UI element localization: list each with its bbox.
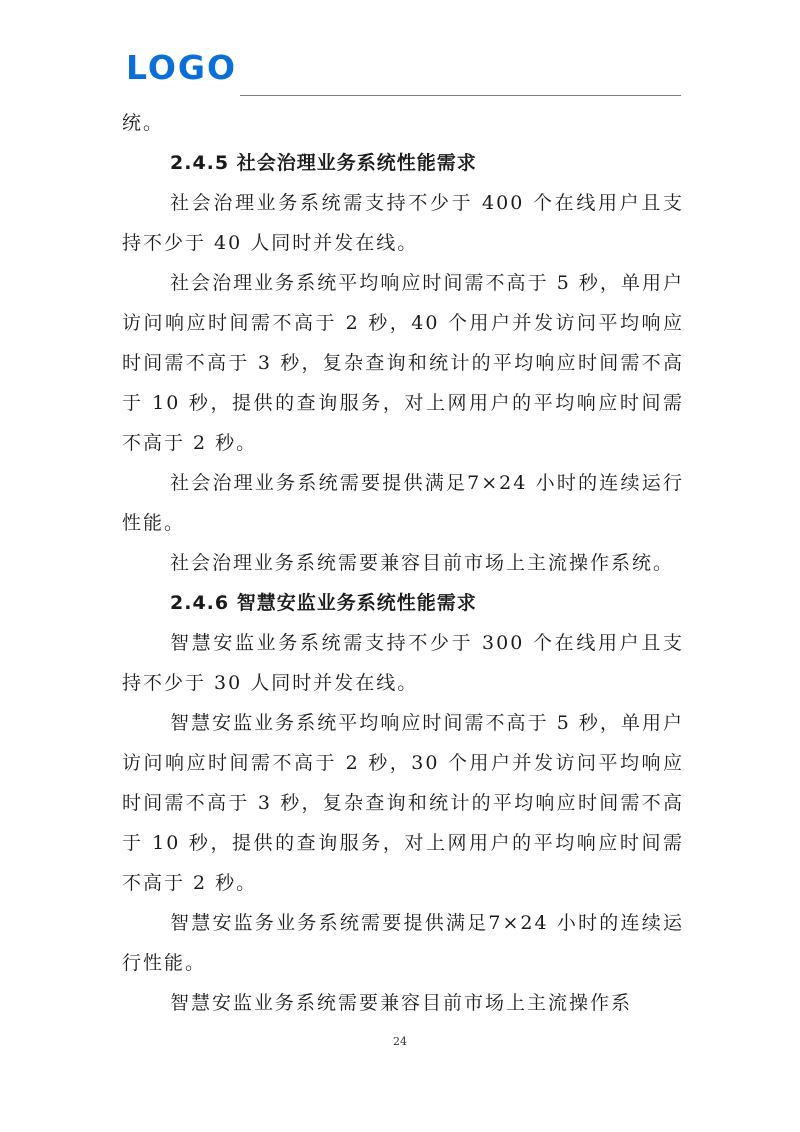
paragraph: 智慧安监业务系统需要兼容目前市场上主流操作系 (170, 992, 633, 1014)
paragraph: 社会治理业务系统需要兼容目前市场上主流操作系统。 (170, 552, 675, 574)
paragraph: 社会治理业务系统需支持不少于 400 个在线用户且支持不少于 40 人同时并发在线。 (122, 192, 684, 254)
logo: LOGO (126, 48, 238, 87)
header-divider (240, 95, 681, 96)
paragraph: 社会治理业务系统平均响应时间需不高于 5 秒，单用户访问响应时间需不高于 2 秒，40 个用户并发访问平均响应时间需不高于 3 秒，复杂查询和统计的平均响应时间需不高于 10 秒，提供的查询服务，对上网用户的平均响应时间需不高于 2 秒。 (122, 272, 684, 454)
continued-paragraph: 统。 (122, 112, 165, 134)
page-number: 24 (393, 1035, 407, 1048)
page-header (0, 0, 800, 100)
paragraph: 社会治理业务系统需要提供满足7×24 小时的连续运行性能。 (122, 472, 684, 534)
section-heading-2-4-6: 2.4.6 智慧安监业务系统性能需求 (170, 592, 477, 614)
paragraph: 智慧安监务业务系统需要提供满足7×24 小时的连续运行性能。 (122, 912, 684, 974)
section-heading-2-4-5: 2.4.5 社会治理业务系统性能需求 (170, 152, 477, 174)
paragraph: 智慧安监业务系统平均响应时间需不高于 5 秒，单用户访问响应时间需不高于 2 秒，30 个用户并发访问平均响应时间需不高于 3 秒，复杂查询和统计的平均响应时间需不高于 10 秒，提供的查询服务，对上网用户的平均响应时间需不高于 2 秒。 (122, 712, 684, 894)
paragraph: 智慧安监业务系统需支持不少于 300 个在线用户且支持不少于 30 人同时并发在线。 (122, 632, 684, 694)
document-body (122, 103, 684, 1023)
